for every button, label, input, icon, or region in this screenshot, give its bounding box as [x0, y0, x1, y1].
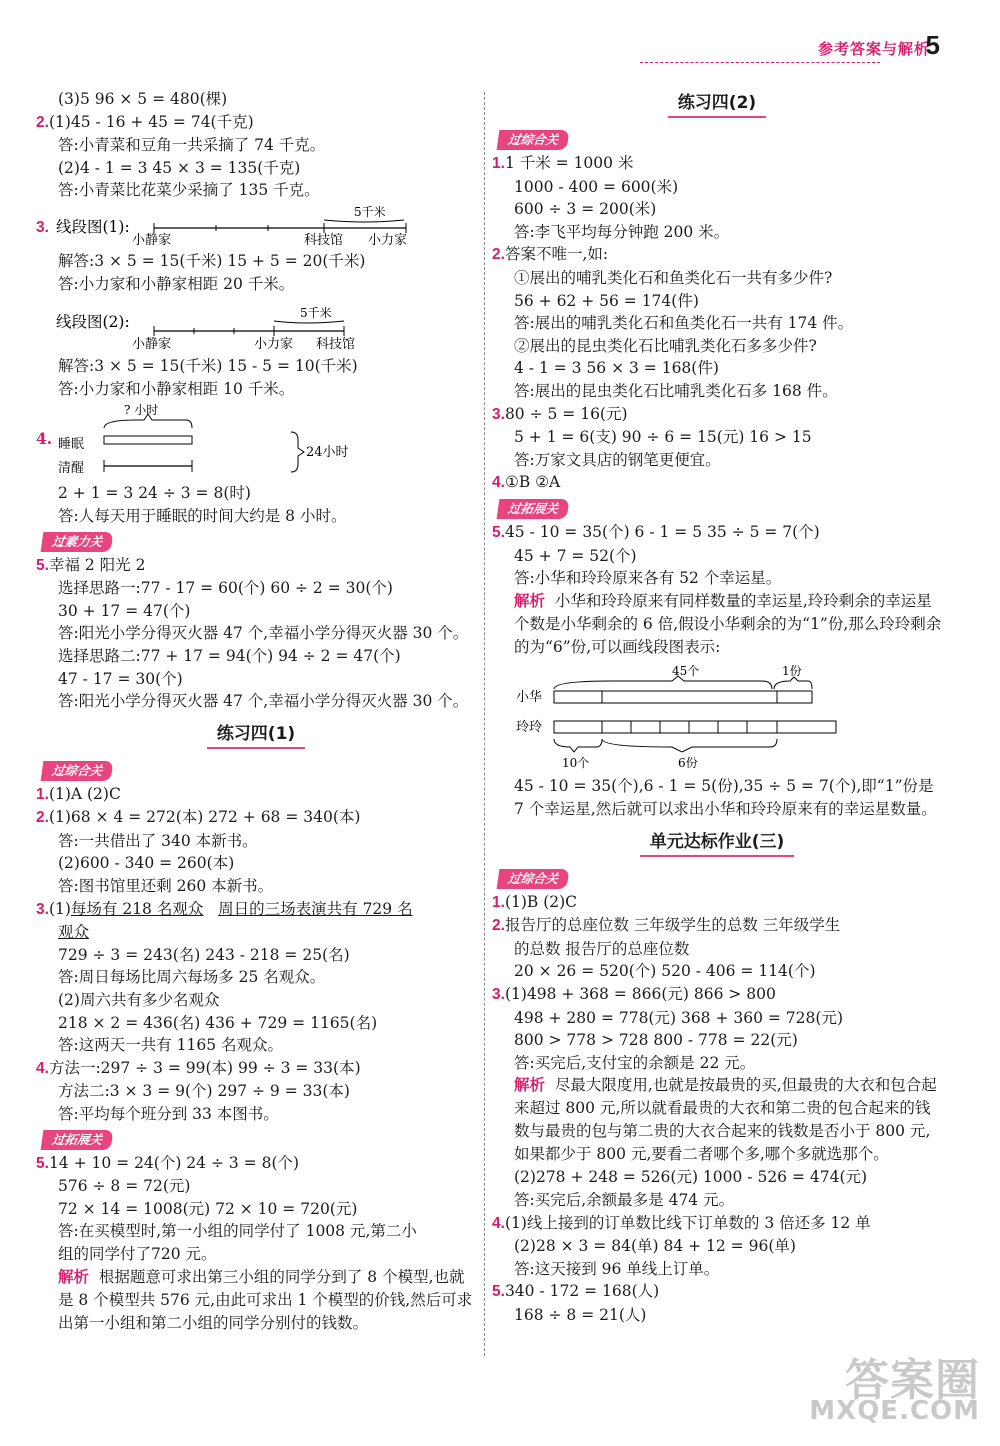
answer-line: 答:在买模型时,第一小组的同学付了 1008 元,第二小: [58, 1222, 417, 1241]
answer-line: 1000 - 400 = 600(米): [514, 177, 679, 196]
answer-line: 答:平均每个班分到 33 本图书。: [58, 1105, 279, 1123]
section-tag: 过综合关: [497, 130, 570, 150]
answer-line: (1)B (2)C: [504, 892, 578, 911]
answer-line: 答:一共借出了 340 本新书。: [58, 831, 258, 850]
answer-line: 答:小力家和小静家相距 10 千米。: [58, 379, 295, 398]
explanation-label: 解析: [514, 1076, 546, 1095]
answer-line: 方法二:3 × 3 = 9(个) 297 ÷ 9 = 33(本): [58, 1082, 350, 1101]
diagram-caption: 线段图(1):: [56, 217, 130, 236]
answer-line: 答:万家文具店的钢笔更便宜。: [514, 450, 721, 469]
answer-line: 56 + 62 + 56 = 174(件): [514, 291, 699, 310]
answer-line: 729 ÷ 3 = 243(名) 243 - 218 = 25(名): [58, 945, 350, 964]
section-tag: 过综合关: [41, 761, 114, 781]
diagram-caption: 线段图(2):: [56, 313, 130, 332]
answer-line: 218 × 2 = 436(名) 436 + 729 = 1165(名): [58, 1013, 378, 1032]
answer-line: 45 + 7 = 52(个): [514, 546, 637, 565]
line-diagram-3: [36, 400, 476, 478]
column-divider: [484, 92, 485, 1356]
answer-line: 2 + 1 = 3 24 ÷ 3 = 8(时): [58, 484, 251, 503]
answer-line: 解答:3 × 5 = 15(千米) 15 - 5 = 10(千米): [58, 357, 358, 376]
diagram-label: 10个: [562, 755, 590, 770]
explanation-label: 解析: [514, 591, 546, 610]
answer-line: (3)5 96 × 5 = 480(棵): [58, 90, 228, 108]
answer-line: 答:阳光小学分得灭火器 47 个,幸福小学分得灭火器 30 个。: [58, 692, 469, 711]
explanation-text: 根据题意可求出第三小组的同学分到了 8 个模型,也就是 8 个模型共 576 元,由此可求出 1 个模型的价钱,然后可求出第一小组和第二小组的同学分别付的钱数。: [58, 1267, 473, 1332]
answer-line: 4 - 1 = 3 56 × 3 = 168(件): [514, 359, 719, 378]
diagram-caption: [36, 219, 49, 236]
question-number: 3.: [492, 405, 505, 423]
answer-line: 340 - 172 = 168(人): [504, 1282, 660, 1301]
answer-line: 47 - 17 = 30(个): [58, 669, 183, 688]
diagram-label: 小力家: [254, 337, 294, 352]
left-column: [36, 88, 476, 1335]
section-tag: 过素力关: [41, 532, 114, 552]
answer-line: (1)498 + 368 = 866(元) 866 > 800: [504, 985, 776, 1004]
answer-line: 答:这天接到 96 单线上订单。: [514, 1259, 720, 1278]
diagram-label: 小华: [516, 689, 543, 705]
answer-line: 答:李飞平均每分钟跑 200 米。: [514, 222, 730, 241]
question-number: 1.: [492, 893, 505, 911]
diagram-label: 5千米: [354, 204, 386, 219]
answer-fill: 每场有 218 名观众: [70, 899, 204, 918]
watermark: [809, 1355, 980, 1426]
answer-line: (1)68 × 4 = 272(本) 272 + 68 = 340(本): [48, 808, 361, 827]
answer-line: 498 + 280 = 778(元) 368 + 360 = 728(元): [514, 1008, 843, 1027]
right-column: [492, 88, 942, 1327]
section-tag: 过拓展关: [497, 499, 570, 519]
diagram-label: 科技馆: [316, 337, 356, 352]
question-number: 2.: [492, 246, 505, 264]
answer-line: 答:展出的哺乳类化石和鱼类化石一共有 174 件。: [514, 314, 854, 333]
answer-line: 答:图书馆里还剩 260 本新书。: [58, 877, 274, 896]
question-number: 5.: [36, 1154, 49, 1172]
answer-line: 选择思路一:77 - 17 = 60(个) 60 ÷ 2 = 30(个): [58, 579, 393, 598]
question-number: 4.: [492, 1214, 505, 1232]
question-number: 4.: [36, 1059, 49, 1077]
question-number: 4.: [492, 474, 505, 492]
line-diagram-1: [36, 202, 476, 246]
diagram-label: 小静家: [132, 337, 172, 352]
page-number: 5: [925, 30, 940, 60]
answer-line: 组的同学付了720 元。: [58, 1244, 217, 1263]
answer-line: 72 × 14 = 1008(元) 72 × 10 = 720(元): [58, 1199, 358, 1218]
question-number: 5.: [492, 1283, 505, 1301]
answer-line: 方法一:297 ÷ 3 = 99(本) 99 ÷ 3 = 33(本): [48, 1058, 361, 1077]
answer-line: 168 ÷ 8 = 21(人): [514, 1306, 647, 1324]
question-number: 5.: [36, 556, 49, 574]
explanation-text: 尽最大限度用,也就是按最贵的买,但最贵的大衣和包合起来超过 800 元,所以就看最贵的大衣和第二贵的包合起来的钱数与最贵的包与第二贵的大衣合起来的钱数是否小于 800 元,如果都少于 800 元,要看二者哪个多,哪个多就选那个。: [514, 1076, 937, 1164]
answer-line: 答:买完后,余额最多是 474 元。: [514, 1191, 735, 1210]
diagram-label: 清醒: [58, 461, 85, 477]
diagram-label: 小静家: [132, 232, 172, 246]
answer-line: 幸福 2 阳光 2: [48, 555, 146, 574]
answer-line: ①展出的哺乳类化石和鱼类化石一共有多少件?: [514, 268, 833, 287]
answer-line: 576 ÷ 8 = 72(元): [58, 1177, 191, 1196]
line-diagram-4: [492, 659, 942, 771]
answer-line: 1 千米 = 1000 米: [504, 154, 634, 172]
watermark-url: MXQE.COM: [809, 1396, 980, 1426]
answer-line: (2)600 - 340 = 260(本): [58, 854, 235, 873]
answer-line: 报告厅的总座位数 三年级学生的总数 三年级学生: [504, 916, 841, 935]
answer-line: 的总数 报告厅的总座位数: [514, 939, 690, 958]
answer-line: 解答:3 × 5 = 15(千米) 15 + 5 = 20(千米): [58, 251, 366, 270]
question-number: 2.: [492, 917, 505, 935]
diagram-label: 玲玲: [516, 719, 543, 735]
diagram-label: 5千米: [300, 306, 332, 321]
answer-fill: 周日的三场表演共有 729 名: [218, 899, 413, 918]
answer-line: 30 + 17 = 47(个): [58, 601, 191, 620]
answer-line: 14 + 10 = 24(个) 24 ÷ 3 = 8(个): [48, 1153, 300, 1172]
answer-line: (1): [48, 899, 71, 918]
explanation-label: 解析: [58, 1267, 90, 1286]
answer-line: (2)278 + 248 = 526(元) 1000 - 526 = 474(元): [514, 1168, 868, 1187]
diagram-label: 1份: [782, 663, 802, 678]
answer-line: ②展出的昆虫类化石比哺乳类化石多多少件?: [514, 336, 817, 355]
explanation: [492, 1074, 942, 1166]
answer-line: 80 ÷ 5 = 16(元): [504, 404, 628, 423]
answer-line: 800 > 778 > 728 800 - 778 = 22(元): [514, 1031, 798, 1050]
explanation-text: 45 - 10 = 35(个),6 - 1 = 5(份),35 ÷ 5 = 7(个),即“1”份是 7 个幸运星,然后就可以求出小华和玲玲原来有的幸运星数量。: [514, 776, 937, 818]
question-number: 4.: [36, 429, 53, 449]
answer-line: 45 - 10 = 35(个) 6 - 1 = 5 35 ÷ 5 = 7(个): [504, 522, 820, 541]
answer-line: (2)4 - 1 = 3 45 × 3 = 135(千克): [58, 158, 301, 177]
diagram-label: 科技馆: [304, 232, 344, 246]
section-title: 单元达标作业(三): [640, 827, 795, 857]
answer-line: 选择思路二:77 + 17 = 94(个) 94 ÷ 2 = 47(个): [58, 646, 401, 665]
answer-line: 答:展出的昆虫类化石比哺乳类化石多 168 件。: [514, 381, 838, 400]
question-number: 2.: [36, 809, 49, 827]
diagram-label: 24小时: [306, 445, 349, 461]
question-number: 2.: [36, 113, 49, 131]
section-tag: 过综合关: [497, 869, 570, 889]
diagram-label: 睡眠: [58, 437, 85, 453]
question-number: 1.: [492, 155, 505, 172]
answer-line: ①B ②A: [504, 473, 561, 492]
answer-line: 答:人每天用于睡眠的时间大约是 8 小时。: [58, 506, 347, 525]
diagram-label: ? 小时: [124, 403, 159, 418]
question-number: 5.: [492, 523, 505, 541]
question-number: 1.: [36, 785, 49, 803]
explanation: [492, 590, 942, 659]
answer-line: 20 × 26 = 520(个) 520 - 406 = 114(个): [514, 962, 816, 981]
section-title: 练习四(1): [207, 719, 305, 749]
section-title: 练习四(2): [668, 88, 766, 118]
question-number: 3.: [492, 986, 505, 1004]
header-rule: [640, 62, 880, 63]
diagram-label: 小力家: [368, 232, 408, 246]
answer-line: 答:这两天一共有 1165 名观众。: [58, 1036, 284, 1055]
header-title: 参考答案与解析: [817, 40, 930, 58]
section-tag: 过拓展关: [41, 1130, 114, 1150]
answer-line: (2)周六共有多少名观众: [58, 991, 220, 1010]
watermark-logo: 答案圈: [845, 1355, 980, 1406]
explanation-text: 小华和玲玲原来有同样数量的幸运星,玲玲剩余的幸运星个数是小华剩余的 6 倍,假设小华剩余的为“1”份,那么玲玲剩余的为“6”份,可以画线段图表示:: [514, 591, 942, 656]
question-number: 3.: [36, 900, 49, 918]
diagram-label: 6份: [678, 755, 698, 770]
answer-line: 答案不唯一,如:: [504, 245, 609, 264]
answer-line: (1)线上接到的订单数比线下订单数的 3 倍还多 12 单: [504, 1213, 871, 1232]
answer-line: (2)28 × 3 = 84(单) 84 + 12 = 96(单): [514, 1237, 796, 1256]
answer-fill: 观众: [58, 923, 90, 942]
answer-line: 答:小青菜比花菜少采摘了 135 千克。: [58, 181, 320, 200]
explanation: [36, 1266, 476, 1335]
answer-line: 答:小华和玲玲原来各有 52 个幸运星。: [514, 569, 782, 588]
line-diagram-2: [36, 295, 476, 351]
answer-line: (1)A (2)C: [48, 784, 121, 803]
answer-line: (1)45 - 16 + 45 = 74(千克): [48, 112, 254, 131]
answer-line: 5 + 1 = 6(支) 90 ÷ 6 = 15(元) 16 > 15: [514, 428, 812, 447]
answer-line: 答:买完后,支付宝的余额是 22 元。: [514, 1053, 756, 1072]
answer-line: 600 ÷ 3 = 200(米): [514, 200, 657, 219]
question-number: 3.: [36, 218, 49, 236]
answer-line: 答:小力家和小静家相距 20 千米。: [58, 274, 295, 293]
answer-line: 答:小青菜和豆角一共采摘了 74 千克。: [58, 136, 326, 155]
answer-line: 答:周日每场比周六每场多 25 名观众。: [58, 968, 326, 987]
answer-line: 答:阳光小学分得灭火器 47 个,幸福小学分得灭火器 30 个。: [58, 624, 469, 643]
diagram-label: 45个: [672, 663, 700, 678]
